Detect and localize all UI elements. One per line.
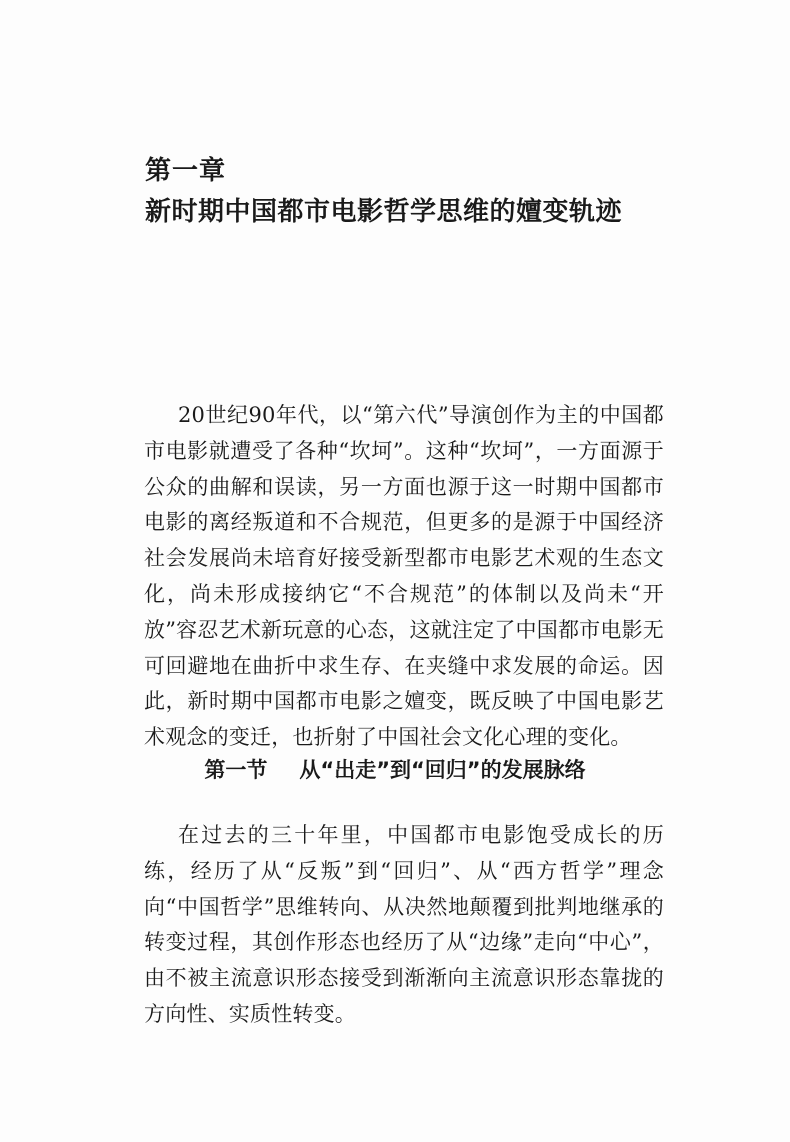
chapter-number: 第一章 bbox=[145, 156, 227, 186]
section-block bbox=[144, 818, 664, 1033]
section-number: 第一节 bbox=[204, 758, 268, 782]
section-paragraph: 在过去的三十年里，中国都市电影饱受成长的历练，经历了从“反叛”到“回归”、从“西方哲学”理念向“中国哲学”思维转向、从决然地颠覆到批判地继承的转变过程，其创作形态也经历了从“边缘”走向“中心”，由不被主流意识形态接受到渐渐向主流意识形态靠拢的方向性、实质性转变。 bbox=[144, 823, 664, 1026]
chapter-title: 新时期中国都市电影哲学思维的嬗变轨迹 bbox=[145, 197, 623, 227]
intro-paragraph: 20世纪90年代，以“第六代”导演创作为主的中国都市电影就遭受了各种“坎坷”。这种“坎坷”，一方面源于公众的曲解和误读，另一方面也源于这一时期中国都市电影的离经叛道和不合规范，但更多的是源于中国经济社会发展尚未培育好接受新型都市电影艺术观的生态文化，尚未形成接纳它“不合规范”的体制以及尚未“开放”容忍艺术新玩意的心态，这就注定了中国都市电影无可回避地在曲折中求生存、在夹缝中求发展的命运。因此，新时期中国都市电影之嬗变，既反映了中国电影艺术观念的变迁，也折射了中国社会文化心理的变化。 bbox=[144, 403, 664, 750]
intro-block bbox=[144, 398, 664, 756]
section-heading bbox=[0, 754, 790, 786]
chapter-heading bbox=[145, 152, 705, 234]
section-title: 从“出走”到“回归”的发展脉络 bbox=[299, 758, 586, 782]
